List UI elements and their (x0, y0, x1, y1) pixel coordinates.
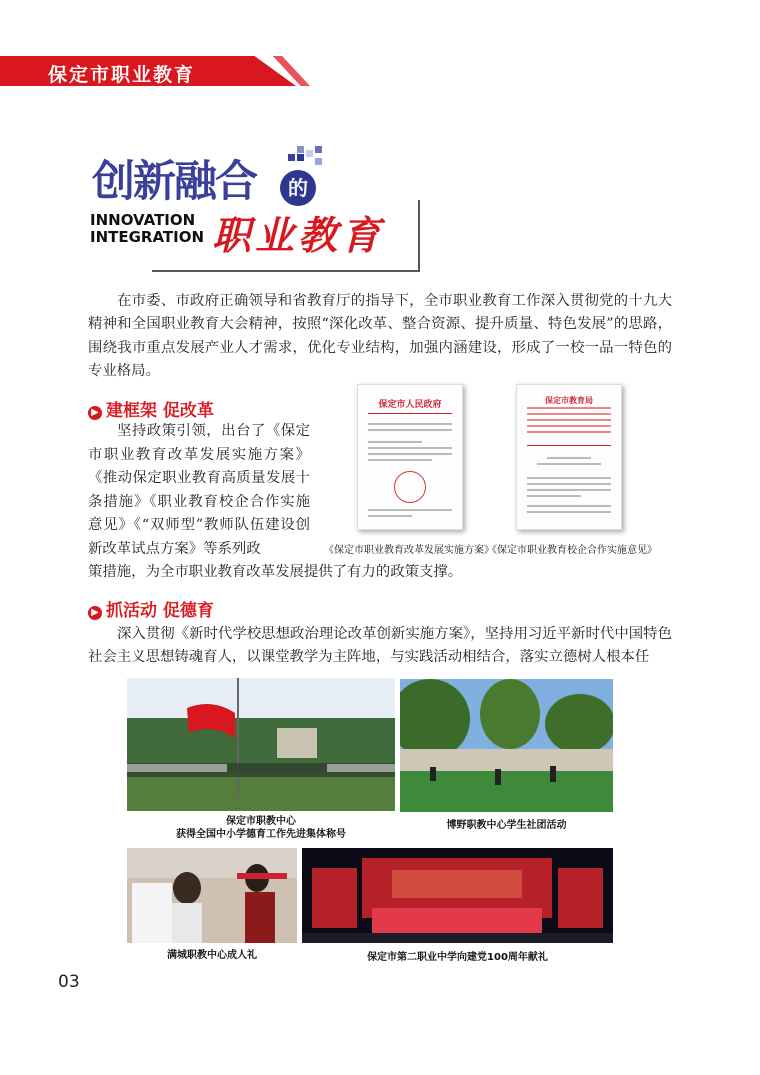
pixel-decoration-icon (288, 146, 328, 168)
intro-paragraph: 在市委、市政府正确领导和省教育厅的指导下，全市职业教育工作深入贯彻党的十九大精神和全国职业教育大会精神，按照“深化改革、整合资源、提升质量、特色发展”的思路，围绕我市重点发展产业人才需求，优化专业结构，加强内涵建设，形成了一校一品一特色的专业格局。 (88, 293, 672, 379)
title-english (90, 212, 204, 246)
title-english-line1: INNOVATION (90, 211, 196, 229)
photo-student-club (400, 679, 613, 812)
page-number: 03 (58, 972, 80, 992)
section2-heading (88, 596, 214, 621)
document1-header: 保定市人民政府 (378, 400, 442, 410)
document1-caption: 《保定市职业教育改革发展实施方案》 (324, 545, 494, 556)
header-banner-text: 保定市职业教育 (48, 64, 196, 86)
section2-heading-text: 抓活动 促德育 (106, 601, 214, 621)
stage-performance-image (302, 848, 613, 943)
photo-flag-ceremony (127, 678, 395, 811)
section2-body: 深入贯彻《新时代学校思想政治理论改革创新实施方案》，坚持用习近平新时代中国特色社会主义思想铸魂育人，以课堂教学为主阵地，与实践活动相结合，落实立德树人根本任 (88, 626, 672, 666)
section1-body-tail: 策措施，为全市职业教育改革发展提供了有力的政策支撑。 (88, 564, 463, 580)
photo4-caption: 保定市第二职业中学向建党100周年献礼 (367, 952, 548, 963)
photo1-caption (127, 815, 395, 841)
title-main: 创新融合 (92, 157, 256, 207)
document-image-2 (516, 384, 622, 530)
section1-heading (88, 396, 214, 421)
title-sub: 职业教育 (212, 213, 385, 259)
photo3-caption: 满城职教中心成人礼 (167, 950, 257, 961)
coming-of-age-image (127, 848, 297, 943)
section1-heading-text: 建框架 促改革 (106, 401, 214, 421)
seal-icon (394, 471, 426, 503)
arrow-bullet-icon: ▶ (88, 406, 102, 420)
photo2-caption: 博野职教中心学生社团活动 (446, 820, 567, 831)
title-english-line2: INTEGRATION (90, 228, 205, 246)
flag-ceremony-image (127, 678, 395, 811)
document-image-1 (357, 384, 463, 530)
arrow-bullet-icon: ▶ (88, 606, 102, 620)
photo-coming-of-age (127, 848, 297, 943)
photo1-caption-line1: 保定市职教中心 (226, 816, 296, 827)
document2-header: 保定市教育局 (545, 395, 593, 405)
document2-caption: 《保定市职业教育校企合作实施意见》 (487, 545, 657, 556)
photo1-caption-line2: 获得全国中小学德育工作先进集体称号 (176, 829, 346, 840)
title-particle: 的 (280, 170, 316, 206)
section1-body: 坚持政策引领，出台了《保定市职业教育改革发展实施方案》《推动保定职业教育高质量发展十条措施》《职业教育校企合作实施意见》《“双师型”教师队伍建设创新改革试点方案》等系列政 (88, 423, 310, 557)
student-club-image (400, 679, 613, 812)
photo-stage-performance (302, 848, 613, 943)
